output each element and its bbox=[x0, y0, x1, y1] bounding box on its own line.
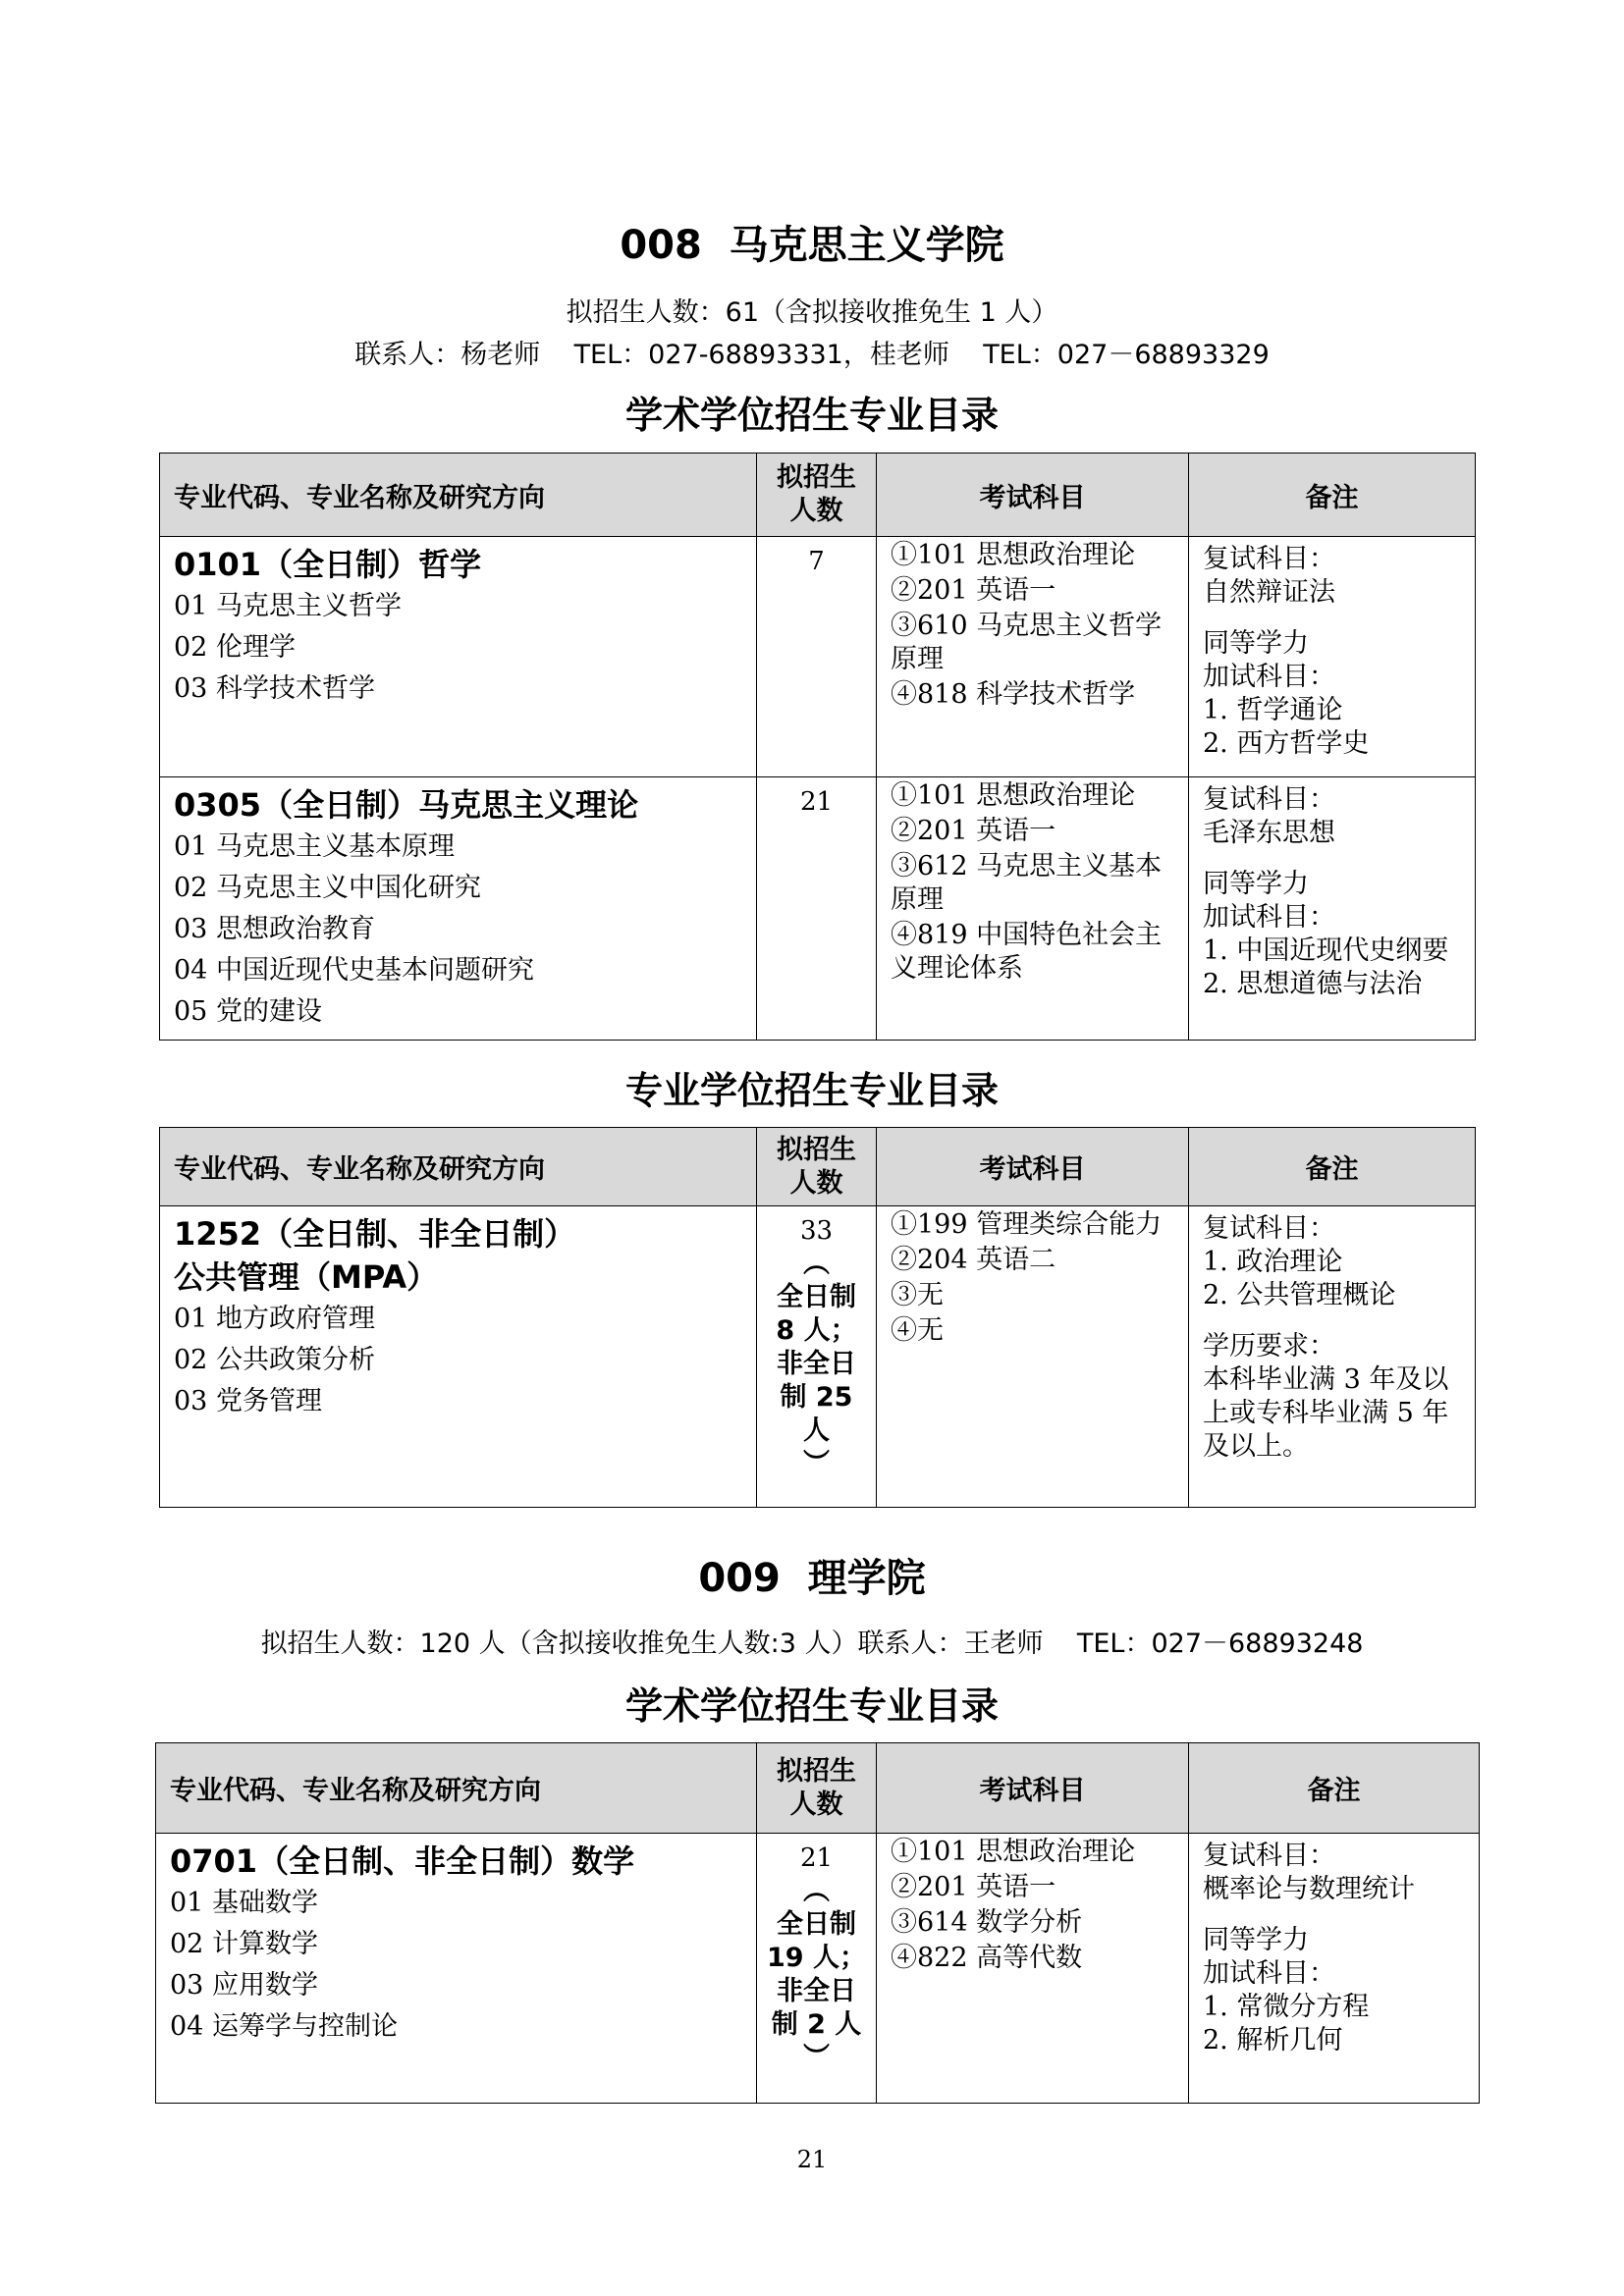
count-cell bbox=[757, 1206, 877, 1508]
college-title: 008 马克思主义学院 bbox=[620, 223, 1004, 268]
count-cell bbox=[757, 777, 877, 1041]
count-cell bbox=[757, 1834, 877, 2104]
note-line: 复试科目： bbox=[1203, 1841, 1335, 1871]
note-line: 加试科目： bbox=[1203, 1958, 1335, 1989]
subject-item: ②201 英语一 bbox=[891, 1872, 1056, 1902]
direction-item: 02 公共政策分析 bbox=[174, 1345, 375, 1375]
enrollment-count: 7 bbox=[808, 547, 825, 576]
direction-item: 05 党的建设 bbox=[174, 996, 322, 1027]
college-enrollment: 拟招生人数：61（含拟接收推免生 1 人） bbox=[566, 297, 1058, 328]
subject-item: ④无 bbox=[891, 1315, 944, 1346]
note-line: 复试科目： bbox=[1203, 544, 1335, 574]
notes-cell bbox=[1189, 1834, 1480, 2104]
header-notes: 备注 bbox=[1189, 454, 1476, 537]
header-major: 专业代码、专业名称及研究方向 bbox=[160, 454, 757, 537]
notes-cell bbox=[1189, 1206, 1476, 1508]
count-detail-line: 全日制 bbox=[777, 1282, 856, 1312]
table-row bbox=[160, 777, 1476, 1041]
header-count: 拟招生 人数 bbox=[757, 1743, 877, 1834]
count-detail-line: 8 人； bbox=[776, 1315, 857, 1346]
note-line: 复试科目： bbox=[1203, 784, 1335, 815]
table-header-row bbox=[156, 1743, 1480, 1834]
direction-item: 03 科学技术哲学 bbox=[174, 673, 375, 704]
major-cell bbox=[160, 1206, 757, 1508]
direction-item: 01 马克思主义基本原理 bbox=[174, 831, 455, 862]
subject-item: ③610 马克思主义哲学原理 bbox=[891, 611, 1163, 674]
table-row bbox=[156, 1834, 1480, 2104]
count-detail-line: 全日制 bbox=[777, 1909, 856, 1940]
count-detail-line: 制 25 bbox=[780, 1382, 853, 1413]
direction-item: 02 马克思主义中国化研究 bbox=[174, 873, 481, 903]
major-title-line2: 公共管理（MPA） bbox=[174, 1258, 439, 1296]
note-line: 本科毕业满 3 年及以上或专科毕业满 5 年及以上。 bbox=[1203, 1364, 1449, 1462]
count-detail-line: 人 bbox=[803, 1415, 830, 1446]
enrollment-count: 21 bbox=[799, 787, 834, 817]
count-cell bbox=[757, 537, 877, 777]
major-cell bbox=[156, 1834, 757, 2104]
direction-item: 01 马克思主义哲学 bbox=[174, 591, 402, 621]
subject-item: ①101 思想政治理论 bbox=[891, 780, 1136, 811]
subjects-cell bbox=[877, 777, 1189, 1041]
count-detail-line: ︵ bbox=[803, 1876, 830, 1906]
header-count: 拟招生 人数 bbox=[757, 454, 877, 537]
header-major: 专业代码、专业名称及研究方向 bbox=[160, 1128, 757, 1206]
direction-item: 01 地方政府管理 bbox=[174, 1304, 375, 1334]
subjects-cell bbox=[877, 1206, 1189, 1508]
header-subjects: 考试科目 bbox=[877, 454, 1189, 537]
notes-cell bbox=[1189, 777, 1476, 1041]
catalog-table-academic-science bbox=[155, 1742, 1480, 2104]
note-line: 加试科目： bbox=[1203, 662, 1335, 692]
section-title-professional: 专业学位招生专业目录 bbox=[624, 1069, 999, 1112]
subject-item: ③614 数学分析 bbox=[891, 1907, 1083, 1938]
note-line: 同等学力 bbox=[1203, 628, 1309, 659]
note-line: 1. 常微分方程 bbox=[1203, 1992, 1370, 2022]
note-line: 加试科目： bbox=[1203, 902, 1335, 933]
direction-item: 01 基础数学 bbox=[170, 1888, 318, 1918]
header-notes: 备注 bbox=[1189, 1128, 1476, 1206]
note-line: 2. 西方哲学史 bbox=[1203, 728, 1370, 759]
direction-item: 04 运筹学与控制论 bbox=[170, 2011, 398, 2042]
note-line: 同等学力 bbox=[1203, 1925, 1309, 1955]
college-title: 009 理学院 bbox=[698, 1556, 926, 1601]
direction-item: 02 伦理学 bbox=[174, 632, 296, 663]
count-detail-line: 非全日 bbox=[777, 1976, 856, 2006]
table-row bbox=[160, 1206, 1476, 1508]
direction-item: 03 党务管理 bbox=[174, 1386, 322, 1416]
note-line: 复试科目： bbox=[1203, 1213, 1335, 1244]
header-major: 专业代码、专业名称及研究方向 bbox=[156, 1743, 757, 1834]
subject-item: ②201 英语一 bbox=[891, 816, 1056, 846]
note-line: 自然辩证法 bbox=[1203, 577, 1335, 608]
table-header-row bbox=[160, 454, 1476, 537]
note-line: 1. 哲学通论 bbox=[1203, 695, 1343, 725]
table-row bbox=[160, 537, 1476, 777]
major-title: 1252（全日制、非全日制） bbox=[174, 1215, 576, 1253]
count-detail-line: 非全日 bbox=[777, 1349, 856, 1379]
direction-item: 03 应用数学 bbox=[170, 1970, 318, 2001]
table-header-row bbox=[160, 1128, 1476, 1206]
note-line: 2. 解析几何 bbox=[1203, 2025, 1343, 2056]
note-line: 同等学力 bbox=[1203, 869, 1309, 899]
subject-item: ①101 思想政治理论 bbox=[891, 540, 1136, 570]
note-line: 1. 政治理论 bbox=[1203, 1247, 1343, 1277]
major-cell bbox=[160, 537, 757, 777]
note-line: 学历要求： bbox=[1203, 1331, 1335, 1362]
major-title: 0305（全日制）马克思主义理论 bbox=[174, 786, 639, 824]
note-line: 2. 公共管理概论 bbox=[1203, 1280, 1396, 1310]
count-detail-line: 制 2 人 bbox=[771, 2009, 862, 2040]
note-line: 毛泽东思想 bbox=[1203, 818, 1335, 848]
note-line: 1. 中国近现代史纲要 bbox=[1203, 935, 1449, 966]
enrollment-count: 21 bbox=[799, 1843, 834, 1873]
count-detail-line: ︶ bbox=[803, 1449, 830, 1479]
note-line: 2. 思想道德与法治 bbox=[1203, 969, 1423, 999]
subject-item: ①199 管理类综合能力 bbox=[891, 1209, 1163, 1240]
header-notes: 备注 bbox=[1189, 1743, 1480, 1834]
subject-item: ①101 思想政治理论 bbox=[891, 1837, 1136, 1867]
section-title-academic: 学术学位招生专业目录 bbox=[624, 394, 999, 437]
direction-item: 03 思想政治教育 bbox=[174, 914, 375, 944]
section-title-academic: 学术学位招生专业目录 bbox=[624, 1684, 999, 1728]
header-count: 拟招生 人数 bbox=[757, 1128, 877, 1206]
subject-item: ④822 高等代数 bbox=[891, 1943, 1083, 1973]
subject-item: ③612 马克思主义基本原理 bbox=[891, 851, 1163, 915]
direction-item: 04 中国近现代史基本问题研究 bbox=[174, 955, 534, 986]
page-number: 21 bbox=[796, 2146, 828, 2173]
enrollment-count: 33 bbox=[799, 1216, 834, 1246]
catalog-table-professional bbox=[159, 1127, 1476, 1508]
header-subjects: 考试科目 bbox=[877, 1743, 1189, 1834]
major-cell bbox=[160, 777, 757, 1041]
subject-item: ④819 中国特色社会主义理论体系 bbox=[891, 920, 1163, 984]
notes-cell bbox=[1189, 537, 1476, 777]
count-detail-line: 19 人； bbox=[767, 1943, 866, 1973]
direction-item: 02 计算数学 bbox=[170, 1929, 318, 1959]
subject-item: ②204 英语二 bbox=[891, 1245, 1056, 1275]
catalog-table-academic bbox=[159, 453, 1476, 1041]
college-contacts: 联系人：杨老师 TEL：027-68893331，桂老师 TEL：027－68893329 bbox=[354, 340, 1270, 370]
note-line: 概率论与数理统计 bbox=[1203, 1874, 1415, 1904]
subject-item: ③无 bbox=[891, 1280, 944, 1310]
header-subjects: 考试科目 bbox=[877, 1128, 1189, 1206]
subjects-cell bbox=[877, 1834, 1189, 2104]
subject-item: ②201 英语一 bbox=[891, 575, 1056, 606]
subject-item: ④818 科学技术哲学 bbox=[891, 679, 1136, 710]
major-title: 0101（全日制）哲学 bbox=[174, 546, 482, 583]
college-info: 拟招生人数：120 人（含拟接收推免生人数:3 人）联系人：王老师 TEL：027－68893248 bbox=[260, 1629, 1364, 1659]
count-detail-line: ︶ bbox=[803, 2043, 830, 2073]
subjects-cell bbox=[877, 537, 1189, 777]
count-detail-line: ︵ bbox=[803, 1249, 830, 1279]
major-title: 0701（全日制、非全日制）数学 bbox=[170, 1842, 635, 1880]
